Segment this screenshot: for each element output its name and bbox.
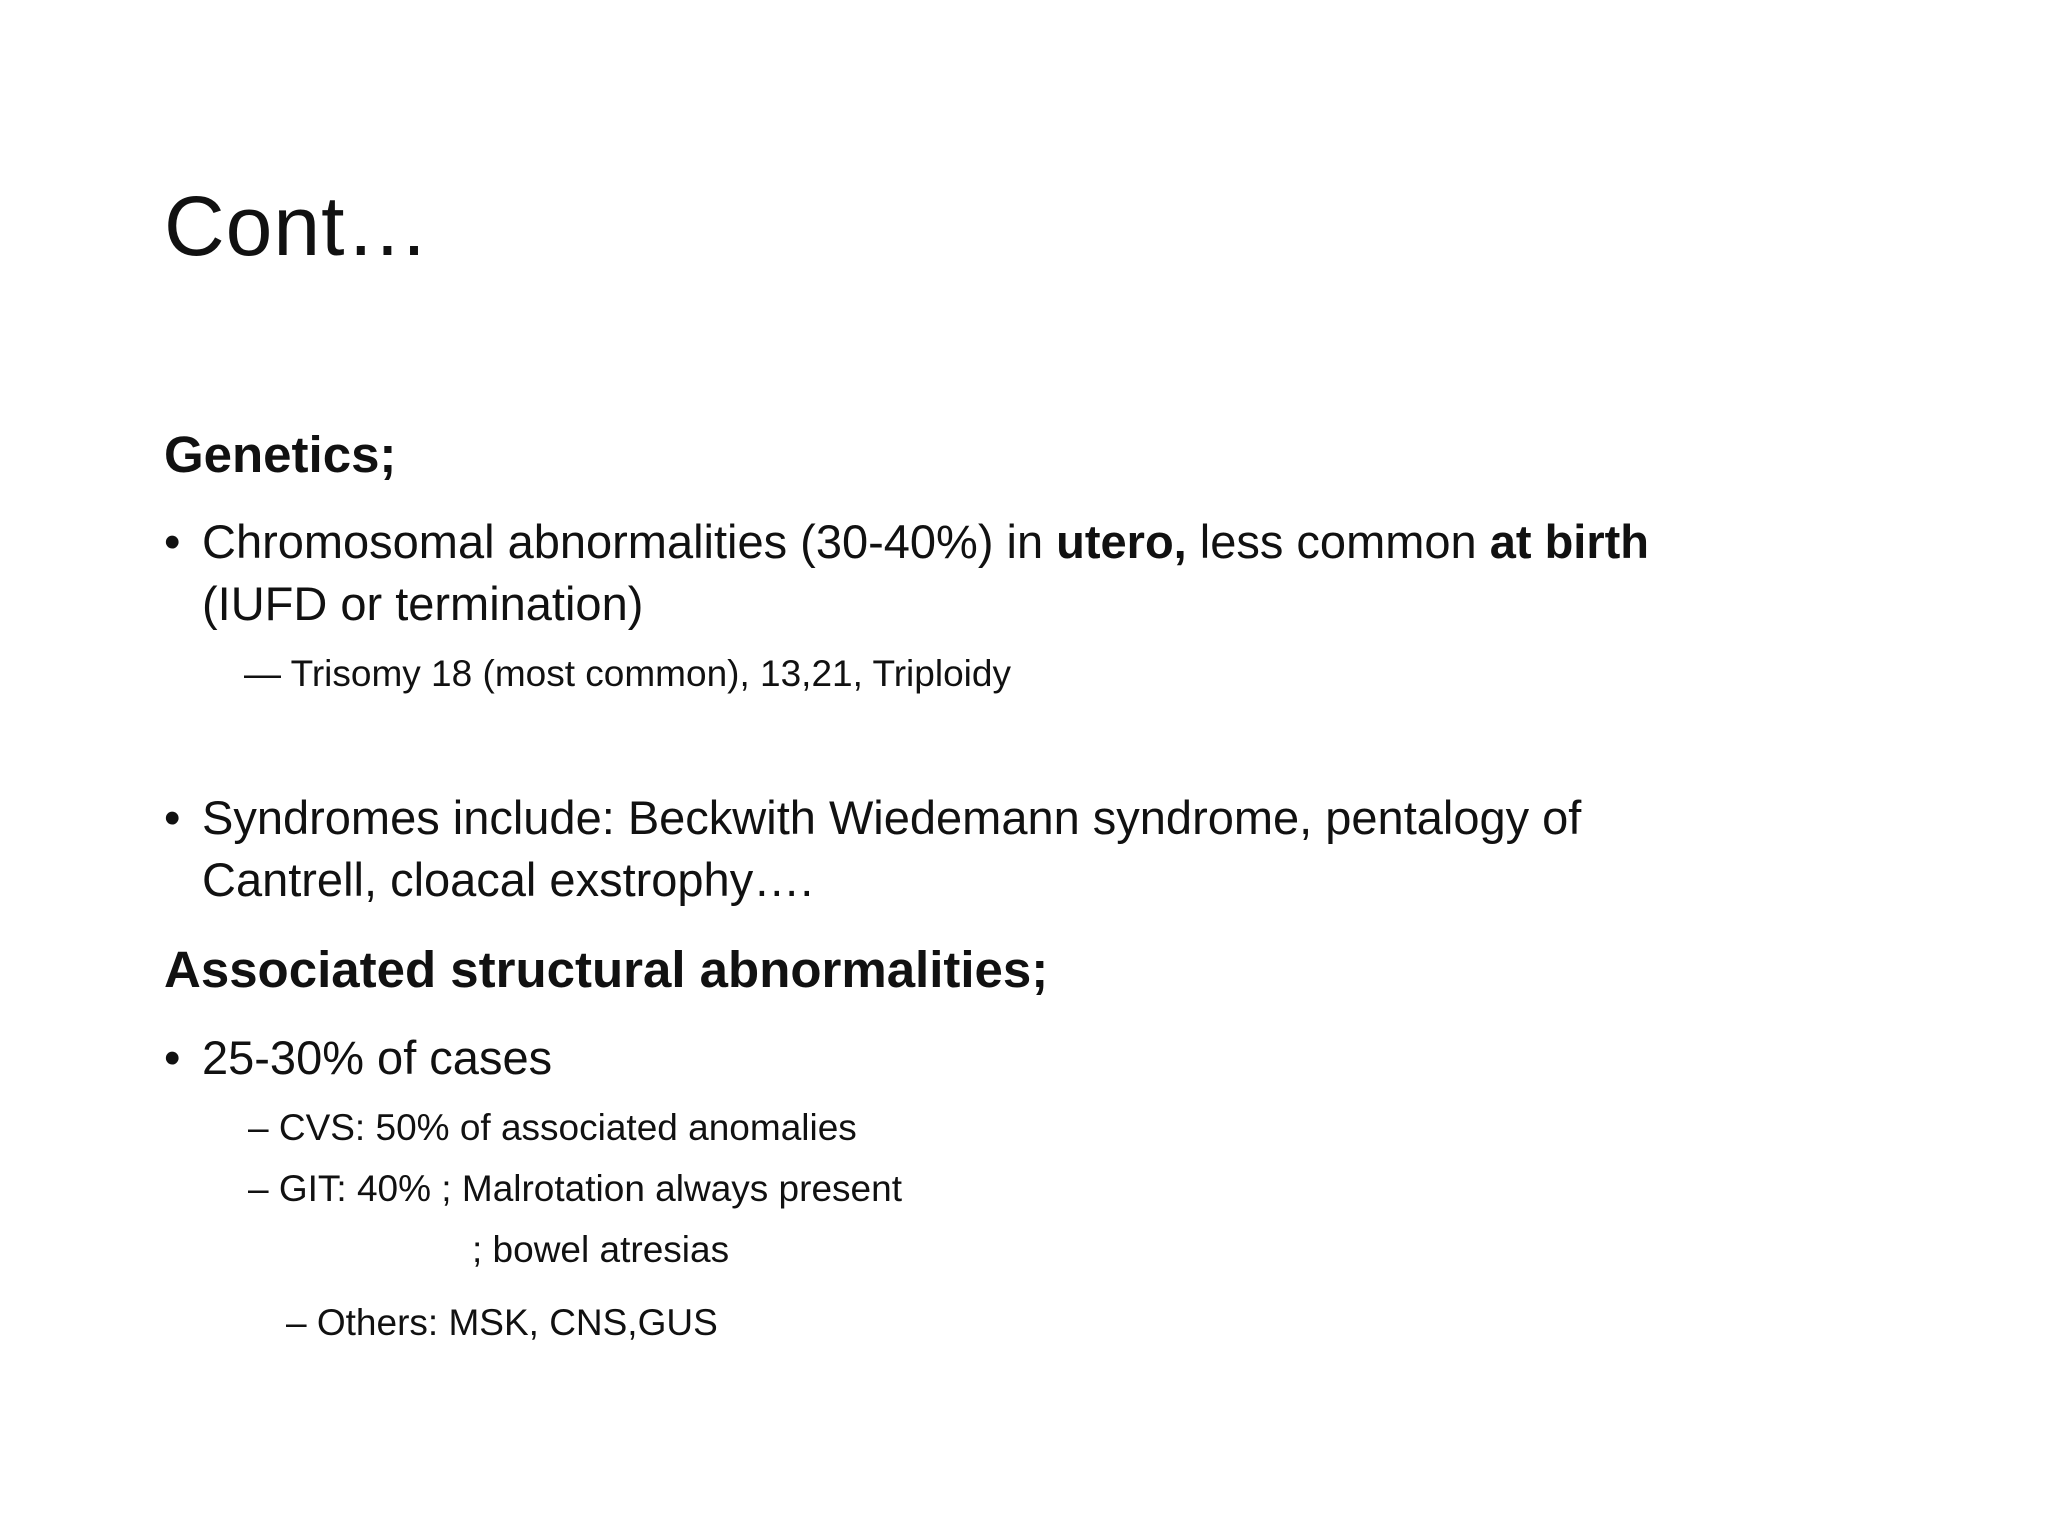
chromosomal-bullet-line1: Chromosomal abnormalities (30-40%) in utero, less common at birth (202, 515, 1649, 568)
cases-bullet: 25-30% of cases (202, 1031, 553, 1084)
chromosomal-bullet-line2: (IUFD or termination) (202, 577, 644, 630)
git-subbullet: – GIT: 40% ; Malrotation always present (248, 1168, 902, 1209)
bullet-marker: • (164, 1031, 181, 1084)
cvs-subbullet: – CVS: 50% of associated anomalies (248, 1107, 857, 1148)
structural-heading: Associated structural abnormalities; (164, 941, 1049, 998)
git-subbullet-continued: ; bowel atresias (472, 1229, 730, 1270)
slide-title: Cont… (164, 179, 431, 273)
bullet-marker: • (164, 515, 181, 568)
bullet-marker: • (164, 791, 181, 844)
trisomy-subbullet: — Trisomy 18 (most common), 13,21, Triploidy (244, 653, 1011, 694)
others-subbullet: – Others: MSK, CNS,GUS (286, 1302, 718, 1343)
syndromes-bullet-line1: Syndromes include: Beckwith Wiedemann syndrome, pentalogy of (202, 791, 1582, 844)
syndromes-bullet-line2: Cantrell, cloacal exstrophy…. (202, 853, 814, 906)
genetics-heading: Genetics; (164, 426, 397, 483)
